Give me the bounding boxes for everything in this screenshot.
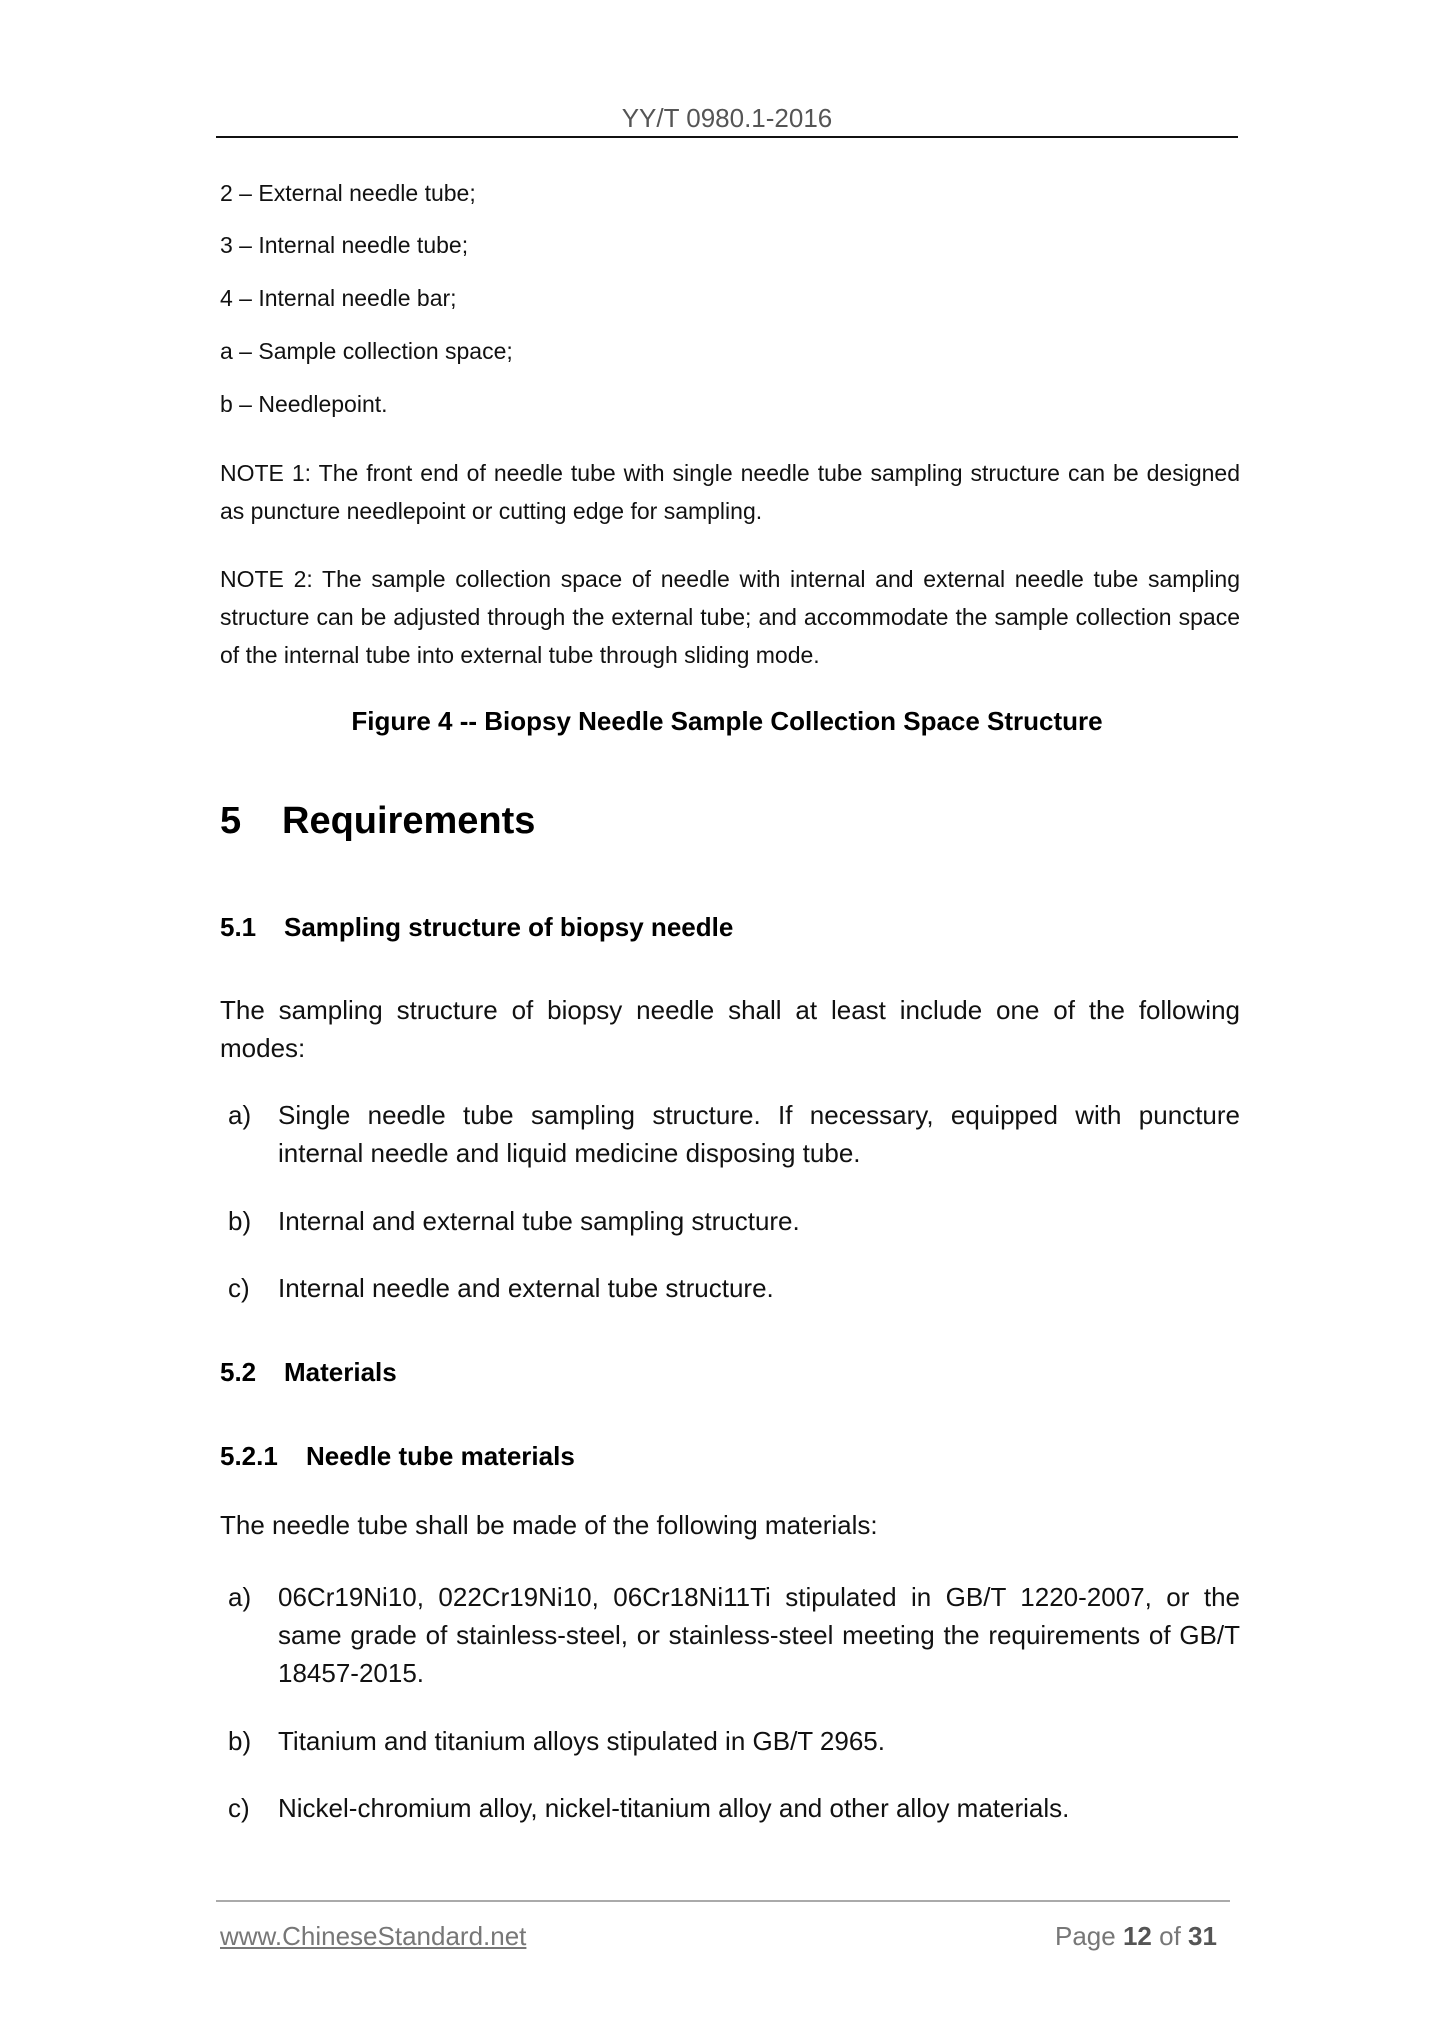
page-of: of <box>1159 1921 1181 1951</box>
list-marker: c) <box>228 1793 250 1823</box>
subsection-title: Sampling structure of biopsy needle <box>284 912 734 942</box>
subsection-heading-5-2-1 <box>220 1441 575 1472</box>
legend-item: a – Sample collection space; <box>220 338 513 364</box>
paragraph: The sampling structure of biopsy needle shall at least include one of the following modes: <box>220 995 1240 1063</box>
list-item <box>228 1789 1240 1827</box>
website-link[interactable]: www.ChineseStandard.net <box>220 1921 527 1951</box>
list-text: 06Cr19Ni10, 022Cr19Ni10, 06Cr18Ni11Ti stipulated in GB/T 1220-2007, or the same grade of stainless-steel, or stainless-steel meeting the requirements of GB/T 18457-2015. <box>278 1582 1240 1688</box>
section-title: Requirements <box>282 800 536 842</box>
list-item <box>228 1096 1240 1172</box>
legend-item: 2 – External needle tube; <box>220 180 476 206</box>
subsection-number: 5.2 <box>220 1357 257 1387</box>
list-item <box>228 1578 1240 1692</box>
note-label: NOTE 1: <box>220 460 312 486</box>
legend-item: 4 – Internal needle bar; <box>220 285 457 311</box>
footer-divider <box>216 1900 1230 1902</box>
list-text: Internal and external tube sampling structure. <box>278 1206 800 1236</box>
list-marker: b) <box>228 1206 252 1236</box>
list-item <box>228 1202 1240 1240</box>
list-text: Titanium and titanium alloys stipulated in GB/T 2965. <box>278 1726 885 1756</box>
list-text: Internal needle and external tube structure. <box>278 1273 774 1303</box>
list-item <box>228 1269 1240 1307</box>
note-2 <box>220 560 1240 674</box>
total-pages: 31 <box>1188 1921 1217 1951</box>
legend-item: b – Needlepoint. <box>220 391 388 417</box>
list-text: Single needle tube sampling structure. If necessary, equipped with puncture internal needle and liquid medicine disposing tube. <box>278 1100 1240 1168</box>
subsection-title: Materials <box>284 1357 397 1387</box>
note-text: The sample collection space of needle with internal and external needle tube sampling structure can be adjusted through the external tube; and accommodate the sample collection space of the internal tube into external tube through sliding mode. <box>220 566 1240 668</box>
note-1 <box>220 454 1240 530</box>
subsection-number: 5.1 <box>220 912 257 942</box>
note-label: NOTE 2: <box>220 566 313 592</box>
list-marker: c) <box>228 1273 250 1303</box>
note-text: The front end of needle tube with single needle tube sampling structure can be designed as puncture needlepoint or cutting edge for sampling. <box>220 460 1240 524</box>
subsection-heading-5-1 <box>220 912 733 943</box>
subsection-title: Needle tube materials <box>306 1441 575 1471</box>
list-text: Nickel-chromium alloy, nickel-titanium alloy and other alloy materials. <box>278 1793 1070 1823</box>
legend-item: 3 – Internal needle tube; <box>220 232 469 258</box>
list-item <box>228 1722 1240 1760</box>
figure-caption: Figure 4 -- Biopsy Needle Sample Collection Space Structure <box>351 706 1103 736</box>
current-page: 12 <box>1122 1921 1152 1951</box>
section-heading <box>220 800 535 843</box>
paragraph: The needle tube shall be made of the following materials: <box>220 1510 878 1540</box>
page-number <box>1055 1921 1217 1952</box>
document-code: YY/T 0980.1-2016 <box>621 103 833 133</box>
list-marker: b) <box>228 1726 252 1756</box>
subsection-number: 5.2.1 <box>220 1441 278 1471</box>
subsection-heading-5-2 <box>220 1357 397 1388</box>
page-label: Page <box>1055 1921 1116 1951</box>
list-marker: a) <box>228 1100 252 1130</box>
header-divider <box>216 136 1238 138</box>
section-number: 5 <box>220 800 242 842</box>
list-marker: a) <box>228 1582 252 1612</box>
